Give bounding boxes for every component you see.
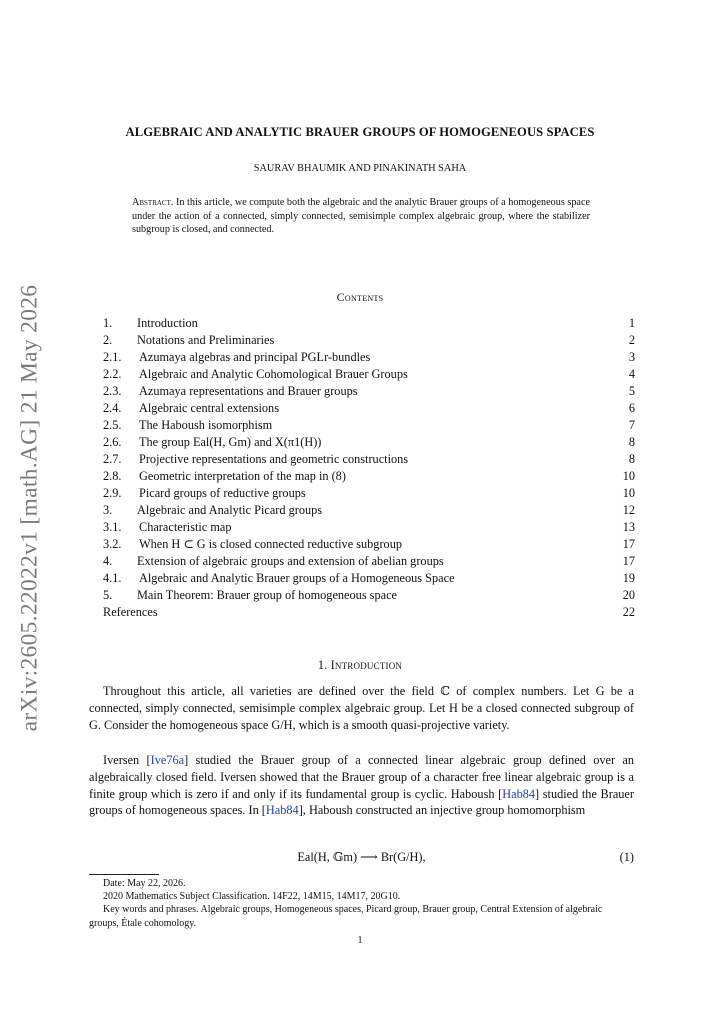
toc-entry-page: 10 <box>622 469 635 483</box>
toc-entry-title: Algebraic central extensions <box>139 401 279 415</box>
toc-entry-number: 4. <box>103 554 113 568</box>
toc-entry[interactable] <box>103 366 635 383</box>
toc-entry-page: 7 <box>628 418 635 432</box>
toc-entry-page: 2 <box>628 333 635 347</box>
toc-entry[interactable] <box>103 553 635 570</box>
footnote-date: Date: May 22, 2026. <box>103 878 186 889</box>
toc-entry-title: Projective representations and geometric constructions <box>139 452 409 466</box>
toc-entry-page: 13 <box>622 520 635 534</box>
toc-entry[interactable] <box>103 468 635 485</box>
toc-entry-title: Main Theorem: Brauer group of homogeneous space <box>137 588 397 602</box>
toc-entry-label <box>103 315 198 332</box>
toc-entry-title: Algebraic and Analytic Picard groups <box>137 503 323 517</box>
toc-entry[interactable] <box>103 332 635 349</box>
footnote-msc: 2020 Mathematics Subject Classification. 14F22, 14M15, 14M17, 20G10. <box>103 891 401 903</box>
equation-1 <box>89 850 634 868</box>
toc-entry-label <box>103 417 272 434</box>
toc-entry-page: 3 <box>628 350 635 364</box>
toc-entry[interactable] <box>103 604 635 621</box>
toc-entry-number: 2.2. <box>103 367 122 381</box>
toc-entry[interactable] <box>103 451 635 468</box>
abstract <box>132 196 590 237</box>
toc-entry-number: 4.1. <box>103 571 122 585</box>
toc-entry-number: 2.1. <box>103 350 122 364</box>
citation-link[interactable]: Hab84 <box>502 786 536 801</box>
paper-title: ALGEBRAIC AND ANALYTIC BRAUER GROUPS OF HOMOGENEOUS SPACES <box>125 125 595 139</box>
abstract-label: Abstract. <box>132 197 174 208</box>
toc-entry[interactable] <box>103 587 635 604</box>
section-number: 1. <box>317 658 328 672</box>
toc-entry-title: When H ⊂ G is closed connected reductive subgroup <box>139 537 402 551</box>
equation-number: (1) <box>619 850 634 864</box>
footnote-keywords: Key words and phrases. Algebraic groups, Homogeneous spaces, Picard group, Brauer group, Central Extension of algebraic groups, Étale cohomology. <box>89 904 603 929</box>
footnote-rule <box>89 874 159 875</box>
toc-entry-number: 5. <box>103 588 113 602</box>
toc-entry-number: 3. <box>103 503 113 517</box>
toc-entry-page: 17 <box>622 537 635 551</box>
toc-entry-number: 3.1. <box>103 520 122 534</box>
toc-entry[interactable] <box>103 519 635 536</box>
citation-link[interactable]: Ive76a <box>150 753 185 767</box>
citation-link[interactable]: Hab84 <box>265 803 299 818</box>
toc-entry-label <box>103 434 321 451</box>
toc-entry-label <box>103 366 408 383</box>
toc-entry-label <box>103 383 358 400</box>
toc-entry-number: 2.5. <box>103 418 122 432</box>
toc-entry-page: 8 <box>628 435 635 449</box>
section-heading <box>60 658 660 673</box>
toc-entry-title: Notations and Preliminaries <box>137 333 275 347</box>
toc-entry-title: Characteristic map <box>139 520 232 534</box>
equation-text: Eal(H, 𝔾m) ⟶ Br(G/H), <box>297 850 426 864</box>
arxiv-sidebar <box>10 278 50 738</box>
toc-entry-page: 12 <box>622 503 635 517</box>
toc-entry-title: Algebraic and Analytic Brauer groups of a Homogeneous Space <box>139 571 455 585</box>
toc-entry-number: 2.3. <box>103 384 122 398</box>
toc-entry-label <box>103 400 279 417</box>
toc-entry[interactable] <box>103 383 635 400</box>
toc-entry-page: 5 <box>628 384 635 398</box>
toc-entry-label <box>103 349 370 366</box>
paper-authors: SAURAV BHAUMIK AND PINAKINATH SAHA <box>253 163 467 174</box>
toc-entry-label <box>103 587 397 604</box>
toc-entry-number: 2.7. <box>103 452 122 466</box>
paragraph-text: ], Haboush constructed an injective group homomorphism <box>298 803 586 818</box>
toc-entry-page: 20 <box>622 588 635 602</box>
toc-entry[interactable] <box>103 570 635 587</box>
arxiv-identifier: arXiv:2605.22022v1 [math.AG] 21 May 2026 <box>16 284 43 732</box>
toc-entry-title: The group Eal(H, Gm) and X(π1(H)) <box>139 435 322 449</box>
toc-entry[interactable] <box>103 400 635 417</box>
toc-entry[interactable] <box>103 502 635 519</box>
paragraph-text: Throughout this article, all varieties are defined over the field ℂ of complex numbers. Let G be a connected, simply connected, semisimple complex algebraic group. Let H be a closed connected subgroup of G. Consider the homogeneous space G/H, which is a smooth quasi-projective variety. <box>89 684 634 732</box>
toc-entry[interactable] <box>103 315 635 332</box>
toc-entry-label <box>103 468 346 485</box>
toc-entry-label <box>103 536 402 553</box>
footnotes <box>89 877 634 930</box>
paragraph-text: ] studied the Brauer group of a connected linear algebraic group defined over an algebraically closed field. Iversen showed that the Brauer group of a character free linear algebraic group is a finite group which is zero if and only if its fundamental group is cyclic. Haboush [ <box>89 753 635 801</box>
toc-entry-page: 6 <box>628 401 635 415</box>
toc-entry[interactable] <box>103 485 635 502</box>
toc-entry-label <box>103 519 232 536</box>
toc-entry-title: Azumaya representations and Brauer groups <box>139 384 358 398</box>
toc-entry-label <box>103 485 306 502</box>
toc-entry-page: 4 <box>628 367 635 381</box>
table-of-contents <box>103 315 635 621</box>
toc-entry-title: Extension of algebraic groups and extension of abelian groups <box>137 554 444 568</box>
toc-entry-title: References <box>103 605 158 619</box>
paragraph-text: Iversen [ <box>103 753 151 767</box>
toc-entry[interactable] <box>103 536 635 553</box>
paragraph-text: ] studied the Brauer groups of homogeneous spaces. In [ <box>89 786 634 818</box>
toc-entry-number: 2.4. <box>103 401 122 415</box>
section-title: Introduction <box>330 658 403 672</box>
intro-paragraph-1 <box>89 683 634 733</box>
toc-entry-label <box>103 332 274 349</box>
toc-entry-title: Geometric interpretation of the map in (8) <box>139 469 346 483</box>
toc-entry-page: 22 <box>622 605 635 619</box>
toc-entry-title: Azumaya algebras and principal PGLr-bundles <box>139 350 371 364</box>
toc-entry-number: 2. <box>103 333 113 347</box>
toc-entry-page: 19 <box>622 571 635 585</box>
toc-entry-title: Algebraic and Analytic Cohomological Brauer Groups <box>139 367 408 381</box>
toc-entry[interactable] <box>103 434 635 451</box>
toc-entry-number: 3.2. <box>103 537 122 551</box>
toc-entry-title: Picard groups of reductive groups <box>139 486 306 500</box>
toc-entry-label <box>103 553 444 570</box>
toc-entry-label <box>103 604 158 621</box>
toc-entry-page: 10 <box>622 486 635 500</box>
toc-heading: Contents <box>336 290 384 304</box>
toc-entry-page: 17 <box>622 554 635 568</box>
intro-paragraph-2 <box>89 752 634 819</box>
toc-entry-label <box>103 502 322 519</box>
toc-entry-number: 1. <box>103 316 113 330</box>
toc-entry-label <box>103 451 408 468</box>
toc-entry-page: 1 <box>628 316 635 330</box>
toc-entry-number: 2.9. <box>103 486 122 500</box>
toc-entry-number: 2.8. <box>103 469 122 483</box>
toc-entry-title: Introduction <box>137 316 198 330</box>
abstract-text: In this article, we compute both the algebraic and the analytic Brauer groups of a homogeneous space under the action of a connected, simply connected, semisimple complex algebraic group, where the stabilizer subgroup is closed, and connected. <box>132 197 590 235</box>
toc-entry[interactable] <box>103 349 635 366</box>
toc-entry-page: 8 <box>628 452 635 466</box>
page-number: 1 <box>357 935 363 946</box>
toc-entry[interactable] <box>103 417 635 434</box>
toc-entry-title: The Haboush isomorphism <box>139 418 273 432</box>
toc-entry-label <box>103 570 455 587</box>
toc-entry-number: 2.6. <box>103 435 122 449</box>
